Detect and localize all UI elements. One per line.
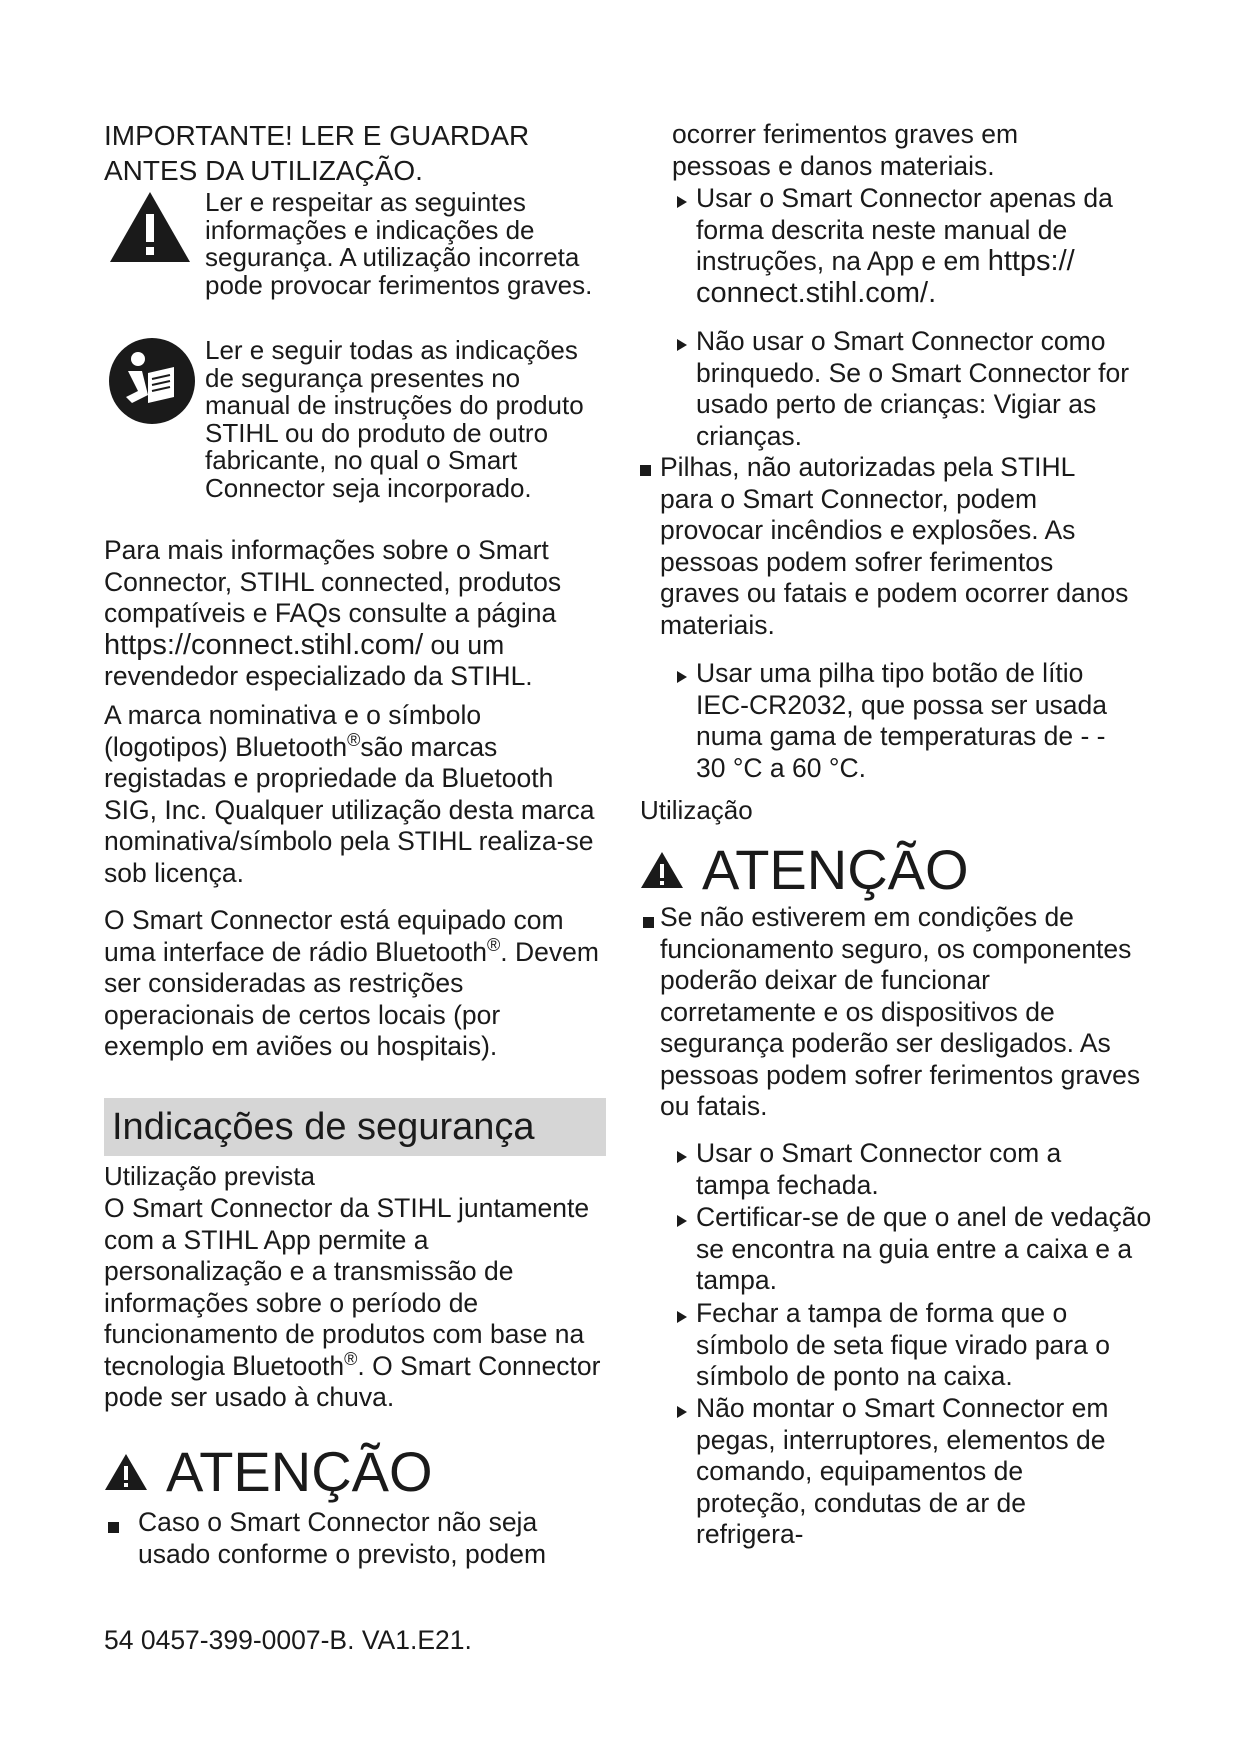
registered-mark-2: ®	[487, 934, 501, 955]
brand-paragraph-text-2: são marcas registadas e propriedade da Bluetooth SIG, Inc. Qualquer utilização desta marca nominativa/símbolo pela STIHL realiza-se sob licença.	[104, 731, 595, 888]
bullet-square-icon	[640, 465, 651, 476]
brand-paragraph-text-1: A marca nominativa e o símbolo (logotipos) Bluetooth	[104, 700, 482, 762]
subsection-usage: Utilização	[640, 795, 753, 825]
registered-mark-3: ®	[344, 1348, 358, 1369]
warning-title-left: ATENÇÃO	[166, 1440, 433, 1503]
action-text-7: Não montar o Smart Connector em pegas, interruptores, elementos de comando, equipamentos de proteção, condutas de ar de refrigera-	[696, 1393, 1109, 1549]
bullet-square-icon	[643, 917, 654, 928]
page-code: 54 0457-399-0007-B. VA1.E21.	[104, 1625, 472, 1655]
subsection-intended-use: Utilização prevista	[104, 1161, 315, 1191]
section-title-safety: Indicações de segurança	[104, 1098, 606, 1156]
bullet-text-1: Caso o Smart Connector não seja usado conforme o previsto, podem	[138, 1507, 547, 1569]
radio-paragraph	[104, 905, 604, 1063]
info-paragraph-text-1: Para mais informações sobre o Smart Connector, STIHL connected, produtos compatíveis e FAQs consulte a página	[104, 535, 562, 628]
action-text-5: Certificar-se de que o anel de vedação se encontra na guia entre a caixa e a tampa.	[696, 1202, 1152, 1295]
arrow-bullet-icon	[677, 339, 687, 351]
intended-use-paragraph	[104, 1193, 604, 1414]
bullet-1-continuation: ocorrer ferimentos graves em pessoas e danos materiais.	[672, 119, 1019, 181]
info-url-link[interactable]: https://connect.stihl.com/	[104, 628, 424, 661]
warning-title-right: ATENÇÃO	[702, 838, 969, 901]
important-title: IMPORTANTE! LER E GUARDAR ANTES DA UTILIZAÇÃO.	[104, 120, 530, 186]
radio-paragraph-text-1: O Smart Connector está equipado com uma interface de rádio Bluetooth	[104, 905, 564, 967]
read-manual-icon	[108, 337, 196, 430]
bullet-text-3: Se não estiverem em condições de funcionamento seguro, os componentes poderão deixar de funcionar corretamente e os dispositivos de segurança poderão ser desligados. As pessoas podem sofrer ferimentos graves ou fatais.	[660, 902, 1141, 1121]
arrow-bullet-icon	[677, 671, 687, 683]
info-paragraph-text-2: ou um revendedor especializado da STIHL.	[104, 629, 533, 691]
arrow-bullet-icon	[677, 1215, 687, 1227]
warning-heading-right	[640, 838, 969, 902]
action-text-1	[696, 183, 1156, 309]
radio-paragraph-text-2: . Devem ser consideradas as restrições operacionais de certos locais (por exemplo em aviões ou hospitais).	[104, 936, 599, 1061]
action-1-url-link[interactable]: https:// connect.stihl.com/.	[696, 245, 1075, 309]
action-text-4: Usar o Smart Connector com a tampa fechada.	[696, 1138, 1062, 1200]
warning-small-icon	[640, 851, 684, 889]
action-text-3: Usar uma pilha tipo botão de lítio IEC-CR2032, que possa ser usada numa gama de temperaturas de - - 30 °C a 60 °C.	[696, 658, 1107, 783]
arrow-bullet-icon	[677, 1406, 687, 1418]
intended-use-text-2: . O Smart Connector pode ser usado à chuva.	[104, 1350, 601, 1412]
manual-icon-text: Ler e seguir todas as indicações de segurança presentes no manual de instruções do produto STIHL ou do produto de outro fabricante, no qual o Smart Connector seja incorporado.	[205, 335, 584, 503]
bullet-square-icon	[108, 1522, 119, 1533]
arrow-bullet-icon	[677, 1311, 687, 1323]
action-text-1-body: Usar o Smart Connector apenas da forma descrita neste manual de instruções, na App e em	[696, 183, 1113, 276]
action-text-2: Não usar o Smart Connector como brinquedo. Se o Smart Connector for usado perto de crianças: Vigiar as crianças.	[696, 326, 1130, 451]
warning-heading-left	[104, 1440, 433, 1504]
info-paragraph	[104, 535, 604, 693]
action-text-6: Fechar a tampa de forma que o símbolo de seta fique virado para o símbolo de ponto na caixa.	[696, 1298, 1110, 1391]
arrow-bullet-icon	[677, 196, 687, 208]
bullet-text-2: Pilhas, não autorizadas pela STIHL para o Smart Connector, podem provocar incêndios e explosões. As pessoas podem sofrer ferimentos graves ou fatais e podem ocorrer danos materiais.	[660, 452, 1129, 640]
warning-small-icon	[104, 1453, 148, 1491]
arrow-bullet-icon	[677, 1151, 687, 1163]
intended-use-text-1: O Smart Connector da STIHL juntamente com a STIHL App permite a personalização e a transmissão de informações sobre o período de funcionamento de produtos com base na tecnologia Bluetooth	[104, 1193, 590, 1381]
registered-mark: ®	[347, 729, 361, 750]
brand-paragraph	[104, 700, 604, 889]
warning-triangle-icon	[108, 190, 192, 269]
warning-icon-text: Ler e respeitar as seguintes informações e indicações de segurança. A utilização incorreta pode provocar ferimentos graves.	[205, 187, 593, 300]
